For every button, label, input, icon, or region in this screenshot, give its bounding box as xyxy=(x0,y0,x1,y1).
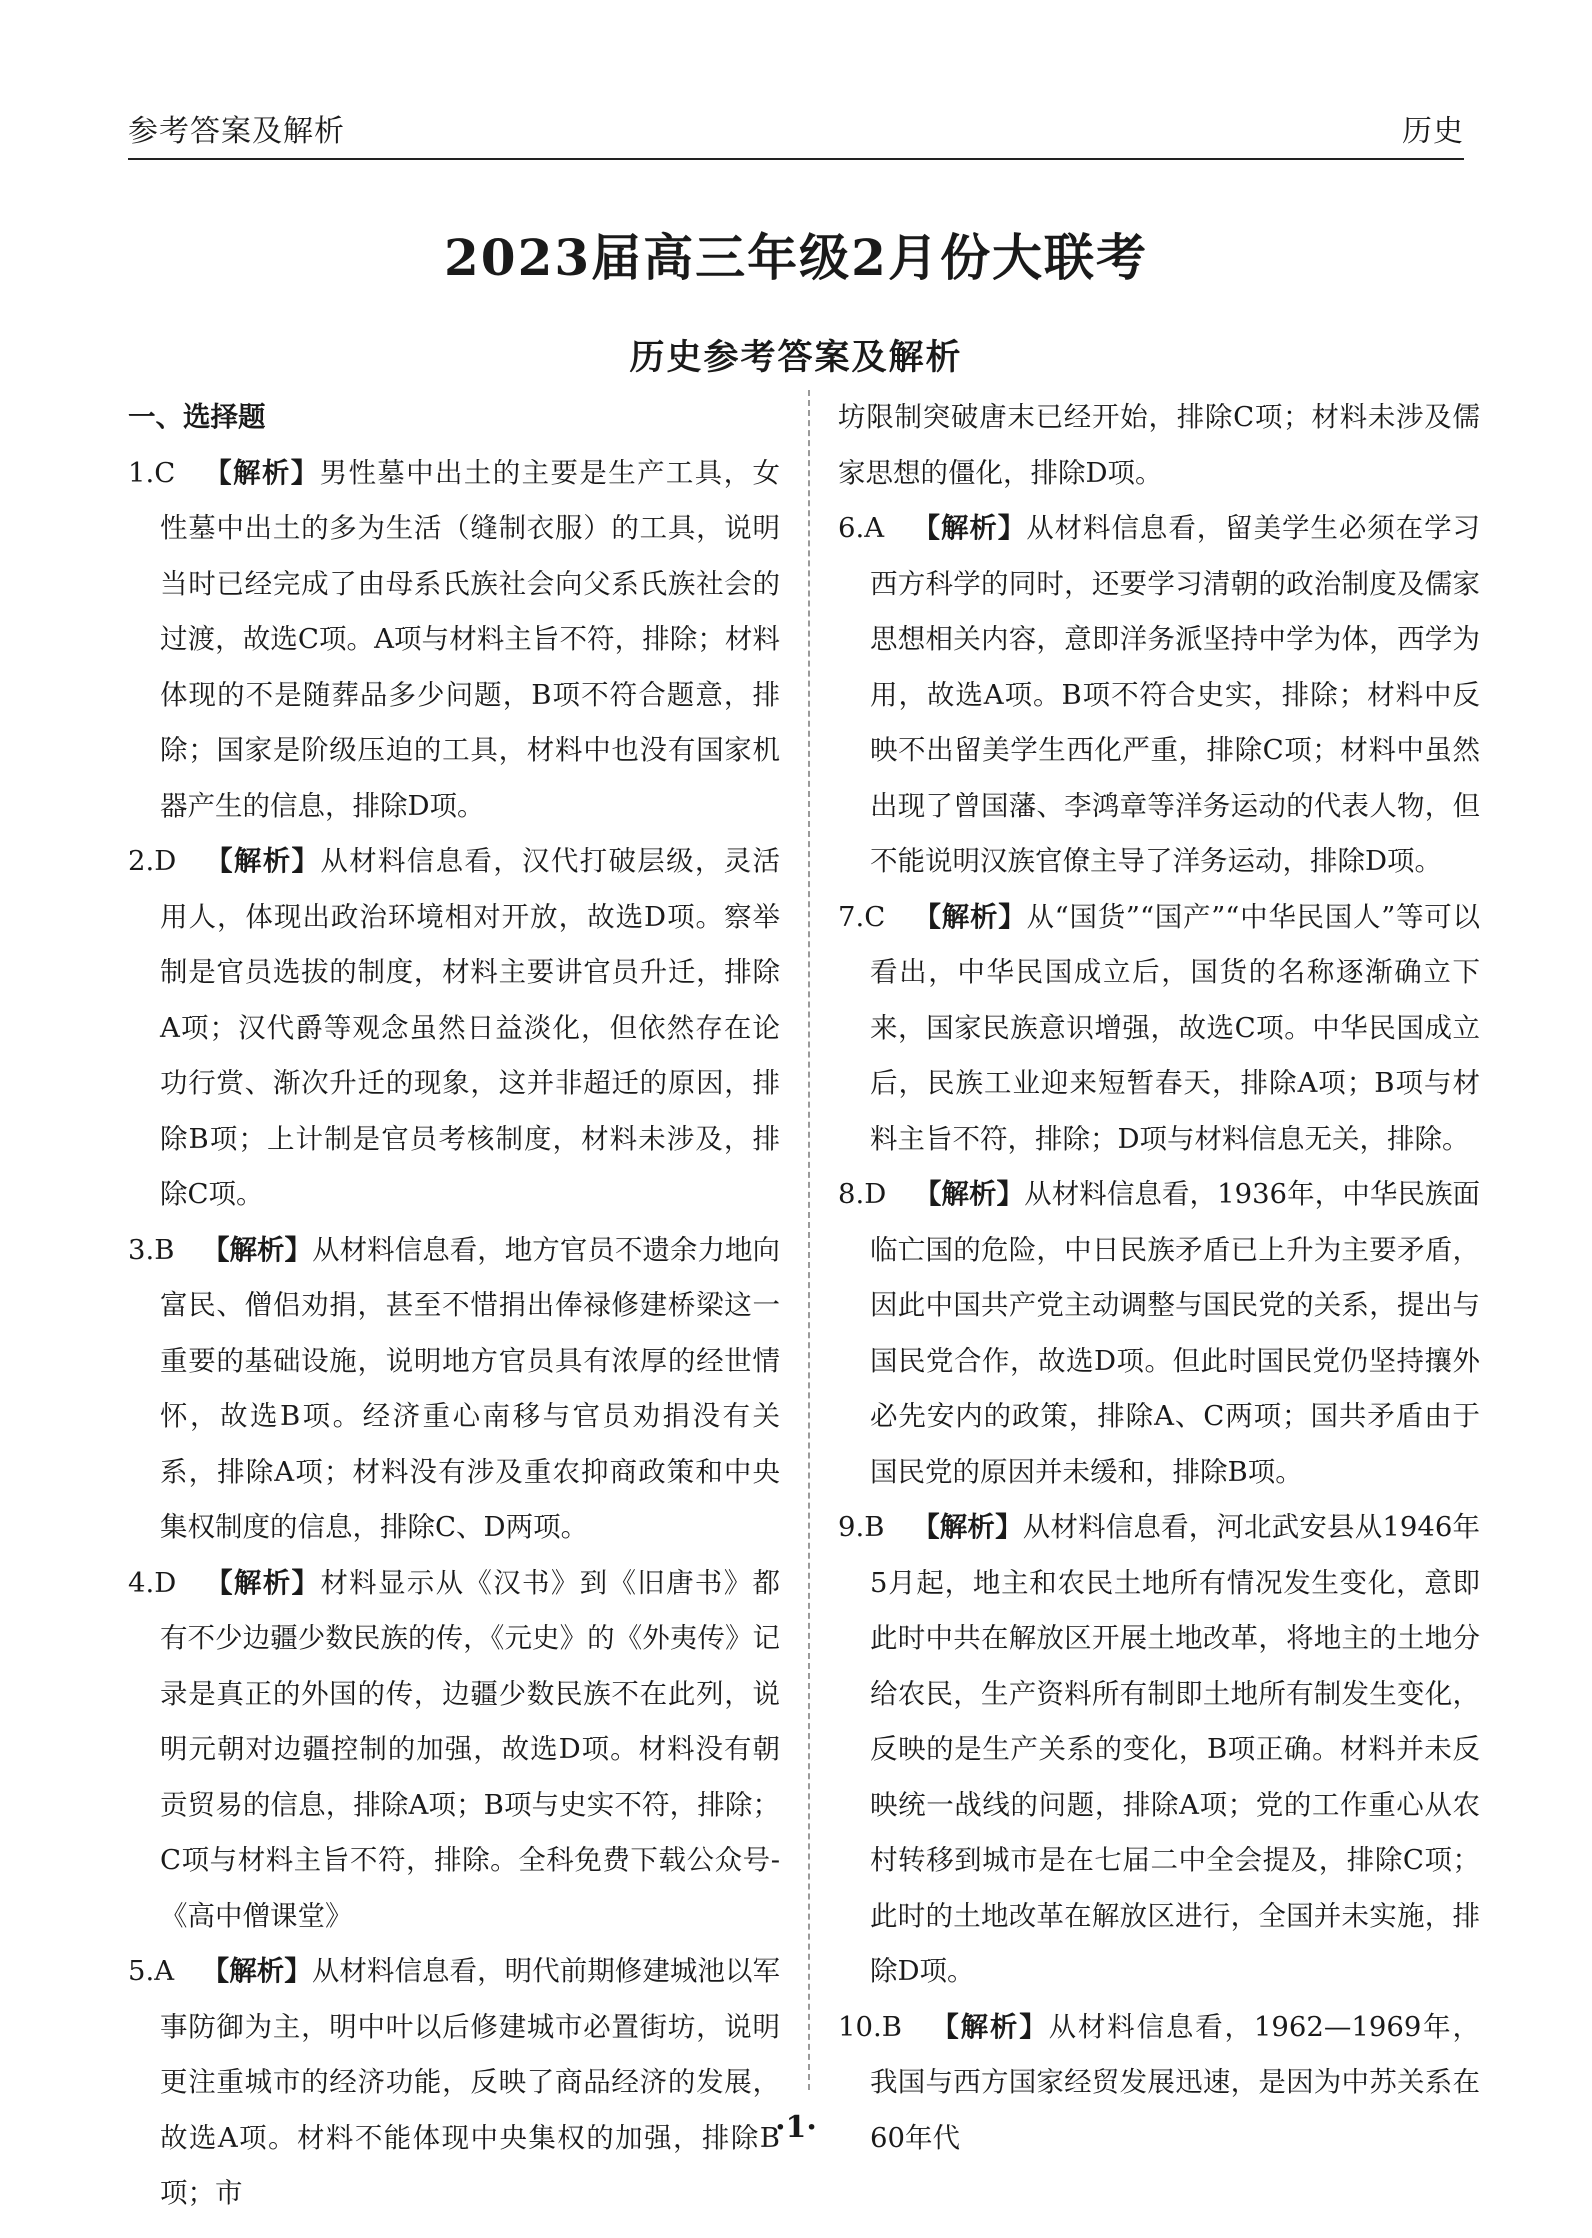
analysis-label: 【解析】 xyxy=(203,1566,321,1599)
answer-text: 男性墓中出土的主要是生产工具，女性墓中出土的多为生活（缝制衣服）的工具，说明当时已经完成了由母系氏族社会向父系氏族社会的过渡，故选C项。A项与材料主旨不符，排除；材料体现的不是随葬品多少问题，B项不符合题意，排除；国家是阶级压迫的工具，材料中也没有国家机器产生的信息，排除D项。 xyxy=(160,456,781,822)
column-divider xyxy=(808,390,810,2090)
answer-number: 2.D xyxy=(128,845,177,877)
answer-item xyxy=(128,446,780,835)
answer-text: 从材料信息看，地方官员不遗余力地向富民、僧侣劝捐，甚至不惜捐出俸禄修建桥梁这一重要的基础设施，说明地方官员具有浓厚的经世情怀，故选B项。经济重心南移与官员劝捐没有关系，排除A项；材料没有涉及重农抑商政策和中央集权制度的信息，排除C、D两项。 xyxy=(160,1233,781,1543)
answer-text: 从“国货”“国产”“中华民国人”等可以看出，中华民国成立后，国货的名称逐渐确立下来，国家民族意识增强，故选C项。中华民国成立后，民族工业迎来短暂春天，排除A项；B项与材料主旨不符，排除；D项与材料信息无关，排除。 xyxy=(870,900,1481,1155)
answer-continuation: 坊限制突破唐末已经开始，排除C项；材料未涉及儒家思想的僵化，排除D项。 xyxy=(838,401,1480,489)
answer-text: 从材料信息看，1936年，中华民族面临亡国的危险，中日民族矛盾已上升为主要矛盾，因此中国共产党主动调整与国民党的关系，提出与国民党合作，故选D项。但此时国民党仍坚持攘外必先安内的政策，排除A、C两项；国共矛盾由于国民党的原因并未缓和，排除B项。 xyxy=(870,1178,1481,1488)
answer-item xyxy=(838,501,1480,890)
page-title: 2023届高三年级2月份大联考 xyxy=(444,228,1148,287)
page-header xyxy=(128,100,1464,160)
answer-number: 4.D xyxy=(128,1566,177,1599)
page-number: ·1· xyxy=(775,2110,817,2145)
answer-item xyxy=(838,1500,1480,2000)
answer-text: 从材料信息看，汉代打破层级，灵活用人，体现出政治环境相对开放，故选D项。察举制是官员选拔的制度，材料主要讲官员升迁，排除A项；汉代爵等观念虽然日益淡化，但依然存在论功行赏、渐次升迁的现象，这并非超迁的原因，排除B项；上计制是官员考核制度，材料未涉及，排除C项。 xyxy=(160,845,781,1210)
answer-text: 从材料信息看，1962—1969年，我国与西方国家经贸发展迅速，是因为中苏关系在60年代 xyxy=(870,2010,1480,2154)
analysis-label: 【解析】 xyxy=(929,2010,1049,2043)
answer-text: 材料显示从《汉书》到《旧唐书》都有不少边疆少数民族的传，《元史》的《外夷传》记录是真正的外国的传，边疆少数民族不在此列，说明元朝对边疆控制的加强，故选D项。材料没有朝贡贸易的信息，排除A项；B项与史实不符，排除；C项与材料主旨不符，排除。全科免费下载公众号-《高中僧课堂》 xyxy=(160,1566,781,1932)
answer-text: 从材料信息看，明代前期修建城池以军事防御为主，明中叶以后修建城市必置街坊，说明更注重城市的经济功能，反映了商品经济的发展，故选A项。材料不能体现中央集权的加强，排除B项；市 xyxy=(160,1955,781,2209)
answer-item xyxy=(128,834,780,1223)
analysis-label: 【解析】 xyxy=(203,845,321,877)
right-column xyxy=(838,390,1480,2166)
left-answer-list xyxy=(128,446,780,2222)
analysis-label: 【解析】 xyxy=(911,1511,1023,1543)
answer-item xyxy=(128,1223,780,1556)
analysis-label: 【解析】 xyxy=(201,1233,313,1266)
analysis-label: 【解析】 xyxy=(912,900,1027,933)
analysis-label: 【解析】 xyxy=(202,456,320,489)
answer-number: 3.B xyxy=(128,1233,175,1266)
answer-item xyxy=(128,1556,780,1945)
answer-number: 5.A xyxy=(128,1955,175,1987)
answer-number: 7.C xyxy=(838,900,886,933)
answer-item xyxy=(838,1167,1480,1500)
right-answer-list xyxy=(838,501,1480,2166)
answer-item xyxy=(838,890,1480,1168)
answer-number: 6.A xyxy=(838,512,885,544)
header-left-text: 参考答案及解析 xyxy=(128,114,345,149)
answer-number: 1.C xyxy=(128,456,176,489)
answer-number: 8.D xyxy=(838,1178,887,1210)
answer-text: 从材料信息看，河北武安县从1946年5月起，地主和农民土地所有情况发生变化，意即此时中共在解放区开展土地改革，将地主的土地分给农民，生产资料所有制即土地所有制发生变化，反映的是生产关系的变化，B项正确。材料并未反映统一战线的问题，排除A项；党的工作重心从农村转移到城市是在七届二中全会提及，排除C项；此时的土地改革在解放区进行，全国并未实施，排除D项。 xyxy=(870,1511,1481,1987)
page-subtitle: 历史参考答案及解析 xyxy=(629,337,963,378)
analysis-label: 【解析】 xyxy=(913,1178,1025,1210)
answer-item xyxy=(128,1944,780,2222)
answer-text: 从材料信息看，留美学生必须在学习西方科学的同时，还要学习清朝的政治制度及儒家思想相关内容，意即洋务派坚持中学为体，西学为用，故选A项。B项不符合史实，排除；材料中反映不出留美学生西化严重，排除C项；材料中虽然出现了曾国藩、李鸿章等洋务运动的代表人物，但不能说明汉族官僚主导了洋务运动，排除D项。 xyxy=(870,512,1481,877)
answer-number: 9.B xyxy=(838,1511,885,1543)
answer-number: 10.B xyxy=(838,2010,902,2043)
left-column xyxy=(128,390,780,2222)
section-heading: 一、选择题 xyxy=(128,401,266,433)
analysis-label: 【解析】 xyxy=(911,512,1027,544)
header-subject: 历史 xyxy=(1402,114,1464,149)
analysis-label: 【解析】 xyxy=(201,1955,312,1987)
